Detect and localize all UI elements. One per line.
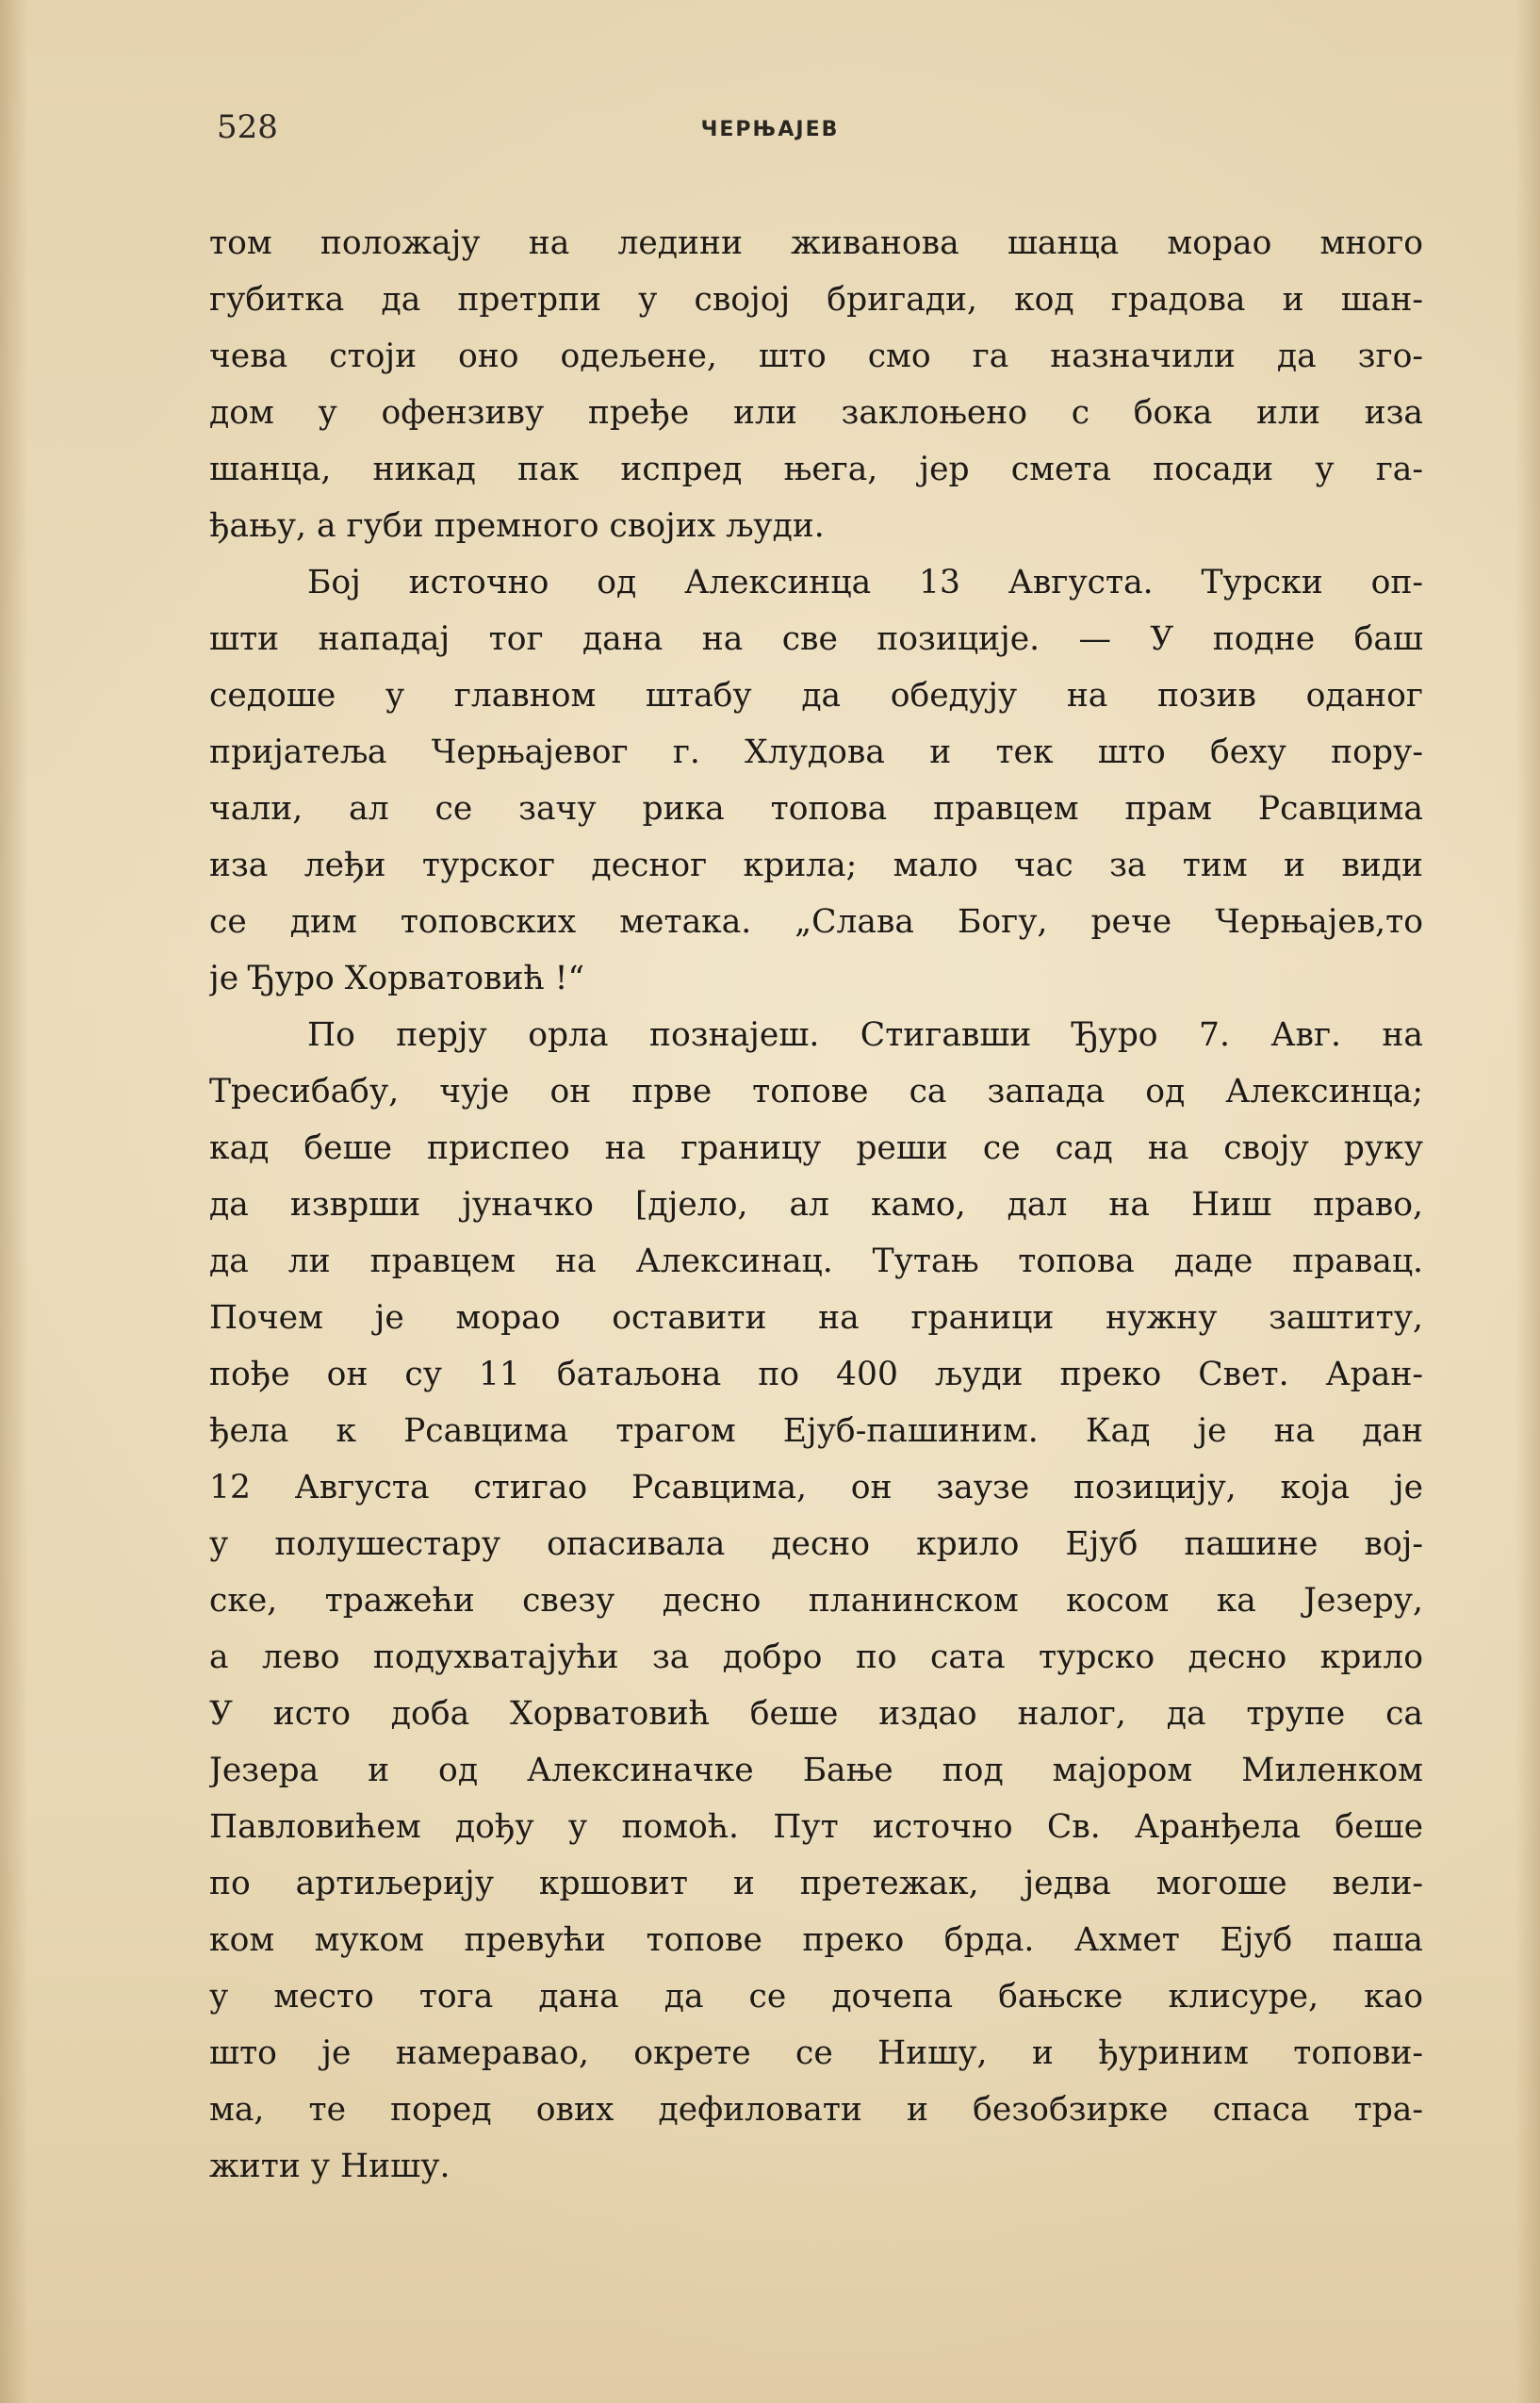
- text-line: да ли правцем на Алексинац. Тутањ топова даде правац.: [209, 1243, 1423, 1280]
- text-line: је Ђуро Хорватовић !“: [209, 960, 585, 997]
- text-line: По перју орла познајеш. Стигавши Ђуро 7. Авг. на: [307, 1016, 1423, 1054]
- text-line: Павловићем дођу у помоћ. Пут источно Св. Аранђела беше: [209, 1808, 1423, 1846]
- text-line: да изврши јуначко [дјело, ал камо, дал на Ниш право,: [209, 1186, 1423, 1224]
- text-line: кад беше приспео на границу реши се сад на своју руку: [209, 1129, 1423, 1167]
- text-line: губитка да претрпи у својој бригади, код градова и шан-: [209, 281, 1423, 319]
- text-line: 12 Августа стигао Рсавцима, он заузе позицију, која је: [209, 1469, 1423, 1506]
- page-number: 528: [217, 108, 278, 146]
- text-line: пријатеља Черњајевог г. Хлудова и тек што беху пору-: [209, 733, 1423, 771]
- body-text: [209, 215, 1423, 2195]
- text-line: пође он су 11 батаљона по 400 људи преко Свет. Аран-: [209, 1356, 1423, 1393]
- text-line: што је намеравао, окрете се Нишу, и ђуриним топови-: [209, 2034, 1423, 2072]
- text-line: Почем је морао оставити на граници нужну заштиту,: [209, 1299, 1423, 1337]
- text-line: ма, те поред ових дефиловати и безобзирке спаса тра-: [209, 2091, 1423, 2129]
- text-line: том положају на ледини живанова шанца морао много: [209, 224, 1423, 262]
- text-line: иза леђи турског десног крила; мало час за тим и види: [209, 847, 1423, 884]
- text-line: ђању, а губи премного својих људи.: [209, 507, 825, 545]
- text-line: а лево подухватајући за добро по сата турско десно крило: [209, 1638, 1423, 1676]
- text-line: чали, ал се зачу рика топова правцем прам Рсавцима: [209, 790, 1423, 828]
- text-line: дом у офензиву пређе или заклоњено с бока или иза: [209, 394, 1423, 432]
- text-line: ком муком превући топове преко брда. Ахмет Ејуб паша: [209, 1921, 1423, 1959]
- text-line: ске, тражећи свезу десно планинском косом ка Језеру,: [209, 1582, 1423, 1620]
- text-line: по артиљерију кршовит и претежак, једва могоше вели-: [209, 1865, 1423, 1902]
- text-line: ђела к Рсавцима трагом Ејуб-пашиним. Кад је на дан: [209, 1412, 1423, 1450]
- text-line: седоше у главном штабу да обедују на позив оданог: [209, 677, 1423, 715]
- text-line: Тресибабу, чује он прве топове са запада од Алексинца;: [209, 1073, 1423, 1111]
- text-line: У исто доба Хорватовић беше издао налог, да трупе са: [209, 1695, 1423, 1733]
- text-line: у полушестару опасивала десно крило Ејуб пашине вој-: [209, 1525, 1423, 1563]
- running-title: ЧЕРЊАЈЕВ: [700, 118, 840, 141]
- text-line: у место тога дана да се дочепа бањске клисуре, као: [209, 1978, 1423, 2016]
- text-line: шанца, никад пак испред њега, јер смета посади у га-: [209, 451, 1423, 488]
- text-line: Бој источно од Алексинца 13 Августа. Турски оп-: [307, 564, 1423, 601]
- text-line: Језера и од Алексиначке Бање под мајором Миленком: [209, 1752, 1423, 1789]
- text-line: жити у Нишу.: [209, 2148, 451, 2185]
- text-line: чева стоји оно одељене, што смо га назначили да зго-: [209, 337, 1423, 375]
- text-line: шти нападај тог дана на све позиције. — У подне баш: [209, 620, 1423, 658]
- text-line: се дим топовских метака. „Слава Богу, рече Черњајев,то: [209, 903, 1423, 941]
